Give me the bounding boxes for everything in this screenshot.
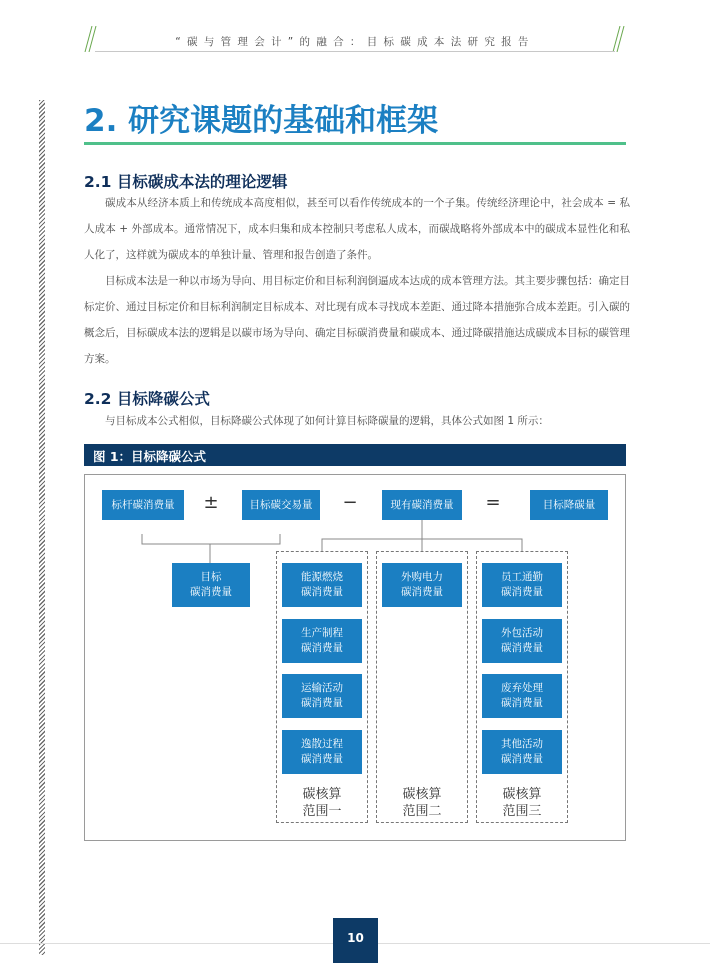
scope3-item-outsourcing: 外包活动 碳消费量 <box>482 619 562 663</box>
target-reduction-box: 目标降碳量 <box>530 490 608 520</box>
scope2-item-electricity: 外购电力 碳消费量 <box>382 563 462 607</box>
target-consumption-box: 目标 碳消费量 <box>172 563 250 607</box>
section-title: 2. 研究课题的基础和框架 <box>84 103 439 139</box>
equals-operator: = <box>485 492 501 513</box>
scope1-item-energy: 能源燃烧 碳消费量 <box>282 563 362 607</box>
scope3-item-waste: 废弃处理 碳消费量 <box>482 674 562 718</box>
scope3-item-commute: 员工通勤 碳消费量 <box>482 563 562 607</box>
running-title: “碳与管理会计”的融合：目标碳成本法研究报告 <box>175 36 535 48</box>
figure-title: 图 1：目标降碳公式 <box>93 449 207 464</box>
scope3-item-other: 其他活动 碳消费量 <box>482 730 562 774</box>
benchmark-carbon-box: 标杆碳消费量 <box>102 490 184 520</box>
minus-operator: − <box>342 492 358 513</box>
scope1-item-process: 生产制程 碳消费量 <box>282 619 362 663</box>
scope1-caption: 碳核算 范围一 <box>302 787 342 819</box>
paragraph-formula-intro: 与目标成本公式相似，目标降碳公式体现了如何计算目标降碳量的逻辑，具体公式如图 1 所示： <box>105 415 549 427</box>
scope2-caption: 碳核算 范围二 <box>402 787 442 819</box>
scope3-caption: 碳核算 范围三 <box>502 787 542 819</box>
scope1-item-transport: 运输活动 碳消费量 <box>282 674 362 718</box>
current-carbon-box: 现有碳消费量 <box>382 490 462 520</box>
page-number-badge <box>333 918 378 963</box>
plus-minus-operator: ± <box>203 492 219 513</box>
paragraph-theory-2: 目标成本法是一种以市场为导向、用目标定价和目标利润倒逼成本达成的成本管理方法。其主要步骤包括：确定目标定价、通过目标定价和目标利润制定目标成本、对比现有成本寻找成本差距、通过降本措施弥合成本差距。引入碳的概念后，目标碳成本法的逻辑是以碳市场为导向、确定目标碳消费量和碳成本、通过降碳措施达成碳成本目标的碳管理方案。 <box>84 275 630 365</box>
scope1-item-fugitive: 逸散过程 碳消费量 <box>282 730 362 774</box>
target-trade-box: 目标碳交易量 <box>242 490 320 520</box>
subsection-title-2-2: 2.2 目标降碳公式 <box>84 390 210 408</box>
paragraph-theory-1: 碳成本从经济本质上和传统成本高度相似，甚至可以看作传统成本的一个子集。传统经济理论中，社会成本 = 私人成本 + 外部成本。通常情况下，成本归集和成本控制只考虑私人成本，而碳战略将外部成本中的碳成本显性化和私人化了，这样就为碳成本的单独计量、管理和报告创造了条件。 <box>84 197 630 261</box>
page-number: 10 <box>347 931 364 945</box>
subsection-title-2-1: 2.1 目标碳成本法的理论逻辑 <box>84 173 288 191</box>
